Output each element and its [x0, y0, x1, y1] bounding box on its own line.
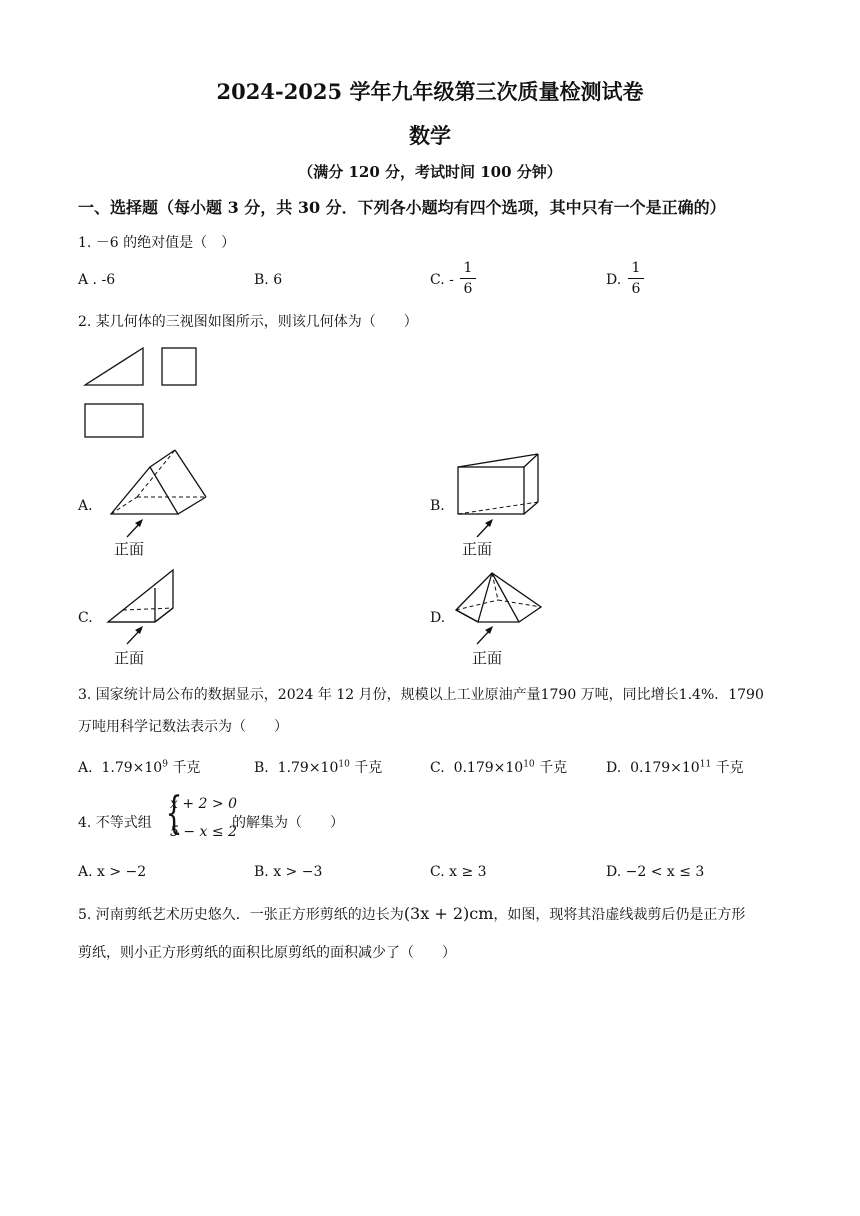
exam-title: 2024-2025 学年九年级第三次质量检测试卷: [216, 79, 644, 104]
exam-info: （满分 120 分，考试时间 100 分钟）: [298, 163, 562, 181]
q1-option-c-fraction: 1 6: [460, 260, 476, 297]
q2-a-front-label: 正面: [114, 540, 145, 558]
q1-option-d-fraction: 1 6: [628, 260, 644, 297]
inequality-line-1: x + 2 > 0: [170, 796, 237, 812]
pyramid-option-d: [453, 566, 553, 676]
q1-option-d: D.: [606, 272, 622, 288]
question-4-stem-suffix: 的解集为（ ）: [232, 815, 344, 831]
q3-option-b: B. $1.79\times 10^{10}$ 千克: [254, 759, 383, 776]
q2-b-front-label: 正面: [462, 540, 493, 558]
question-5-stem-line2: 剪纸，则小正方形剪纸的面积比原剪纸的面积减少了（ ）: [78, 945, 456, 961]
q2-option-a: A.: [78, 498, 93, 514]
inequality-brace: {: [165, 788, 183, 839]
inequality-line-2: 5 − x ≤ 2: [170, 824, 237, 840]
subject-title: 数学: [409, 123, 451, 148]
q2-option-c: C.: [78, 610, 93, 626]
q2-c-front-label: 正面: [114, 649, 145, 667]
q4-option-b: B. x > −3: [254, 864, 323, 880]
q1-option-c: C. -: [430, 272, 454, 288]
question-3-stem-line1: 3. 国家统计局公布的数据显示，2024 年 12 月份，规模以上工业原油产量1790 万吨，同比增长1.4%．1790: [78, 687, 764, 703]
question-3-stem-line2: 万吨用科学记数法表示为（ ）: [78, 719, 288, 735]
q3-option-c: C. $0.179\times 10^{10}$ 千克: [430, 759, 568, 776]
q3-option-a: A. $1.79\times 10^9$ 千克: [78, 759, 201, 776]
section-heading: 一、选择题（每小题 3 分，共 30 分．下列各小题均有四个选项，其中只有一个是正确的）: [78, 198, 726, 217]
question-5-stem-line1: 5. 河南剪纸艺术历史悠久．一张正方形剪纸的边长为(3x + 2)cm，如图，现将其沿虚线裁剪后仍是正方形: [78, 904, 746, 923]
q1-option-b: B. 6: [254, 272, 283, 288]
q2-option-b: B.: [430, 498, 445, 514]
q4-option-a: A. x > −2: [78, 864, 147, 880]
q1-option-a: A . -6: [78, 272, 116, 288]
three-view-diagram: [80, 345, 220, 445]
q4-option-d: D. −2 < x ≤ 3: [606, 864, 705, 880]
q2-d-front-label: 正面: [472, 649, 503, 667]
q3-option-d: D. $0.179\times 10^{11}$ 千克: [606, 759, 744, 776]
question-1-stem: 1. －6 的绝对值是（ ）: [78, 235, 236, 251]
q4-option-c: C. x ≥ 3: [430, 864, 487, 880]
question-4-stem-prefix: 4. 不等式组: [78, 815, 152, 831]
q5-expression: (3x + 2)cm: [403, 904, 494, 923]
question-2-stem: 2. 某几何体的三视图如图所示，则该几何体为（ ）: [78, 314, 418, 330]
q2-option-d: D.: [430, 610, 446, 626]
